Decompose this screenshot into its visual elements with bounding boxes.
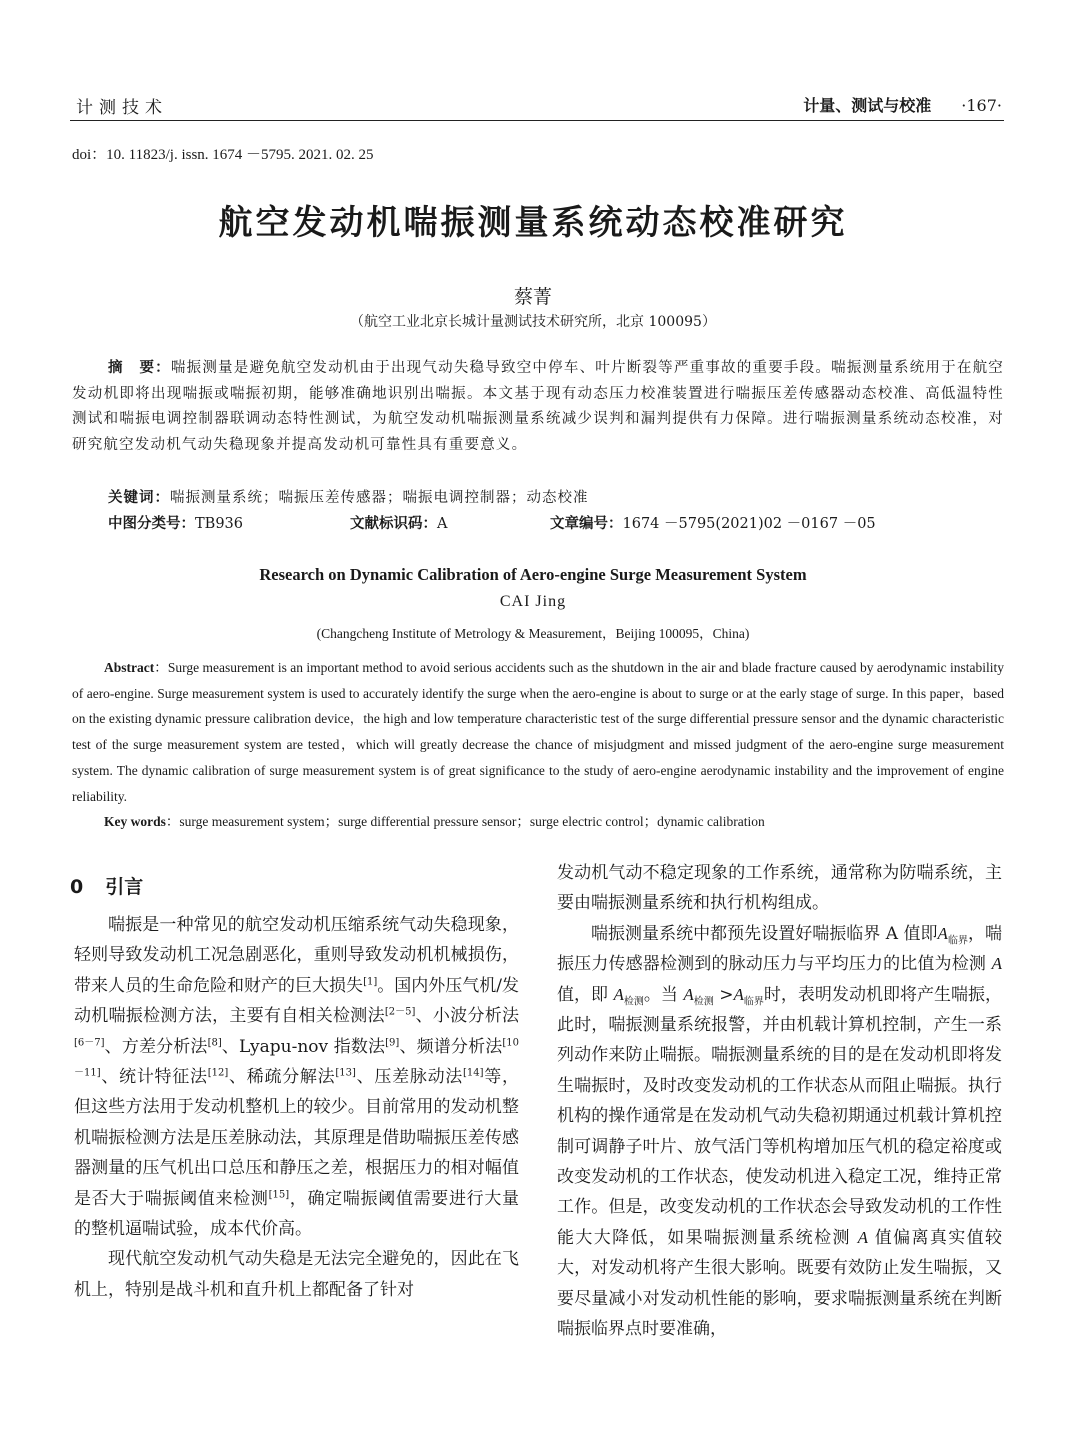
paper-title: 航空发动机喘振测量系统动态校准研究	[218, 203, 848, 243]
section-title: 引言	[105, 876, 144, 898]
citation: [10－11]	[74, 1036, 520, 1079]
running-header-section: 计量、测试与校准	[803, 96, 932, 115]
variable-A: A	[937, 923, 948, 943]
text-run: 。当	[643, 984, 684, 1005]
abstract-text: 喘振测量是避免航空发动机由于出现气动失稳导致空中停车、叶片断裂等严重事故的重要手段。喘振测量系统用于在航空发动机即将出现喘振或喘振初期，能够准确地识别出喘振。本文基于现有动态压力校准装置进行喘振压差传感器动态校准、高低温特性测试和喘振电调控制器联调动态特性测试，为航空发动机喘振测量系统减少误判和漏判提供有力保障。进行喘振测量系统动态校准，对研究航空发动机气动失稳现象并提高发动机可靠性具有重要意义。	[72, 360, 1004, 453]
english-title: Research on Dynamic Calibration of Aero-engine Surge Measurement System	[259, 565, 807, 584]
subscript: 临界	[947, 935, 968, 947]
chinese-keywords	[108, 486, 589, 507]
text-run: 、频谱分析法	[399, 1036, 503, 1057]
article-number-cell	[550, 512, 876, 533]
page-number: ·167·	[961, 96, 1002, 115]
text-run: 、方差分析法	[104, 1036, 208, 1057]
citation: [15]	[268, 1189, 290, 1200]
paragraph: 发动机气动不稳定现象的工作系统，通常称为防喘系统，主要由喘振测量系统和执行机构组成。	[557, 863, 1002, 914]
variable-A: A	[683, 984, 694, 1004]
doc-code-cell	[350, 512, 550, 533]
text-run: ，确定喘振阈值需要进行大量的整机逼喘试验，成本代价高。	[74, 1188, 520, 1240]
text-run: 喘振是一种常见的航空发动机压缩系统气动失稳现象，轻则导致发动机工况急剧恶化，重则导致发动机机械损伤，带来人员的生命危险和财产的巨大损失	[74, 915, 519, 996]
text-run: 、稀疏分解法	[228, 1067, 336, 1088]
citation: [13]	[335, 1067, 356, 1079]
abstract-label: 摘 要：	[108, 360, 171, 376]
subscript: 临界	[743, 996, 764, 1008]
chinese-abstract	[72, 356, 1004, 458]
citation: [2－5]	[384, 1006, 416, 1018]
paragraph: 现代航空发动机气动失稳是无法完全避免的，因此在飞机上，特别是战斗机和直升机上都配备了针对	[74, 1249, 519, 1300]
keywords-label: 关键词：	[108, 490, 170, 506]
variable-A: A	[613, 984, 624, 1004]
text-run: 、Lyapu-nov 指数法	[221, 1036, 386, 1057]
citation: [14]	[463, 1067, 484, 1079]
text-run: 、统计特征法	[100, 1067, 208, 1088]
clc-cell	[108, 512, 350, 533]
text-run: 等，但这些方法用于发动机整机上的较少。目前常用的发动机整机喘振检测方法是压差脉动法，其原理是借助喘振压差传感器测量的压气机出口总压和静压之差，根据压力的相对幅值是否大于喘振阈值来检测	[74, 1067, 520, 1209]
author: 蔡菁	[513, 286, 552, 308]
variable-A: A	[857, 1227, 869, 1247]
english-keywords	[104, 810, 765, 830]
text-run: 、小波分析法	[415, 1006, 520, 1027]
english-abstract	[72, 655, 1004, 809]
running-header-journal: 计测技术	[76, 98, 168, 118]
variable-A: A	[733, 984, 744, 1004]
paragraph	[557, 919, 1002, 1345]
citation: [8]	[207, 1036, 222, 1048]
section-number: 0	[70, 876, 84, 898]
english-keywords-text: ：surge measurement system；surge differential pressure sensor；surge electric control；dynamic calibration	[165, 814, 765, 829]
keywords-text: 喘振测量系统；喘振压差传感器；喘振电调控制器；动态校准	[170, 490, 589, 506]
subscript: 检测	[693, 996, 714, 1008]
text-run: ，喘振压力传感器检测到的脉动压力与平均压力的比值为检测	[557, 923, 1003, 975]
text-run: 、压差脉动法	[355, 1067, 464, 1088]
doc-code-label: 文献标识码：	[350, 516, 437, 532]
affiliation: （航空工业北京长城计量测试技术研究所，北京 100095）	[350, 314, 716, 330]
citation: [6－7]	[74, 1036, 105, 1048]
classification-line	[108, 512, 1008, 533]
paragraph	[74, 910, 519, 1244]
text-run: 时，表明发动机即将产生喘振，此时，喘振测量系统报警，并由机载计算机控制，产生一系列动作来防止喘振。喘振测量系统的目的是在发动机即将发生喘振时，及时改变发动机的工作状态从而阻止喘振。执行机构的操作通常是在发动机气动失稳初期通过机载计算机控制可调静子叶片、放气活门等机构增加压气机的稳定裕度或改变发动机的工作状态，使发动机进入稳定工况，维持正常工作。但是，改变发动机的工作状态会导致发动机的工作性能大大降低，如果喘振测量系统检测	[557, 984, 1003, 1248]
citation: [12]	[207, 1067, 229, 1079]
text-run: >	[713, 984, 734, 1005]
article-number-value: 1674 －5795(2021)02 －0167 －05	[622, 516, 876, 532]
clc-value: TB936	[195, 516, 244, 532]
english-keywords-label: Key words	[104, 814, 166, 829]
section-heading	[70, 872, 519, 902]
english-affiliation: (Changcheng Institute of Metrology & Measurement，Beijing 100095，China)	[316, 626, 750, 641]
variable-A: A	[991, 954, 1002, 974]
text-run: 值，即	[557, 984, 614, 1005]
english-abstract-label: Abstract	[104, 660, 155, 675]
english-abstract-text: ：Surge measurement is an important method to avoid serious accidents such as the shutdown in the air and blade fracture caused by aerodynamic instability of aero-engine. Surge measurement system is used to accurately identify the surge when the aero-engine is about to surge or at the early stage of surge. In this paper，based on the existing dynamic pressure calibration device，the high and low temperature characteristic test of the surge differential pressure sensor and the dynamic characteristic test of the surge measurement system are tested，which will greatly decrease the chance of misjudgment and missed judgment of the aero-engine surge measurement system. The dynamic calibration of surge measurement system is of great significance to the study of aero-engine aerodynamic instability and the improvement of engine reliability.	[72, 660, 1004, 804]
text-run: 。国内外压气机/发动机喘振检测方法，主要有自相关检测法	[74, 975, 519, 1027]
citation: [9]	[385, 1036, 400, 1048]
text-run: 喘振测量系统中都预先设置好喘振临界 A 值即	[591, 923, 938, 944]
running-header-right	[803, 93, 1002, 116]
citation: [1]	[363, 976, 378, 988]
article-number-label: 文章编号：	[550, 516, 623, 532]
text-run: 值偏离真实值较大，对发动机将产生很大影响。既要有效防止发生喘振，又要尽量减小对发动机性能的影响，要求喘振测量系统在判断喘振临界点时要准确，	[557, 1227, 1003, 1340]
doc-code-value: A	[437, 516, 448, 532]
body-column-left	[70, 858, 520, 1305]
english-author: CAI Jing	[499, 593, 567, 610]
body-column-right	[557, 858, 1002, 1345]
doi: doi：10. 11823/j. issn. 1674 －5795. 2021. 02. 25	[72, 147, 374, 163]
subscript: 检测	[623, 996, 644, 1008]
header-rule	[70, 120, 1004, 121]
clc-label: 中图分类号：	[108, 516, 195, 532]
